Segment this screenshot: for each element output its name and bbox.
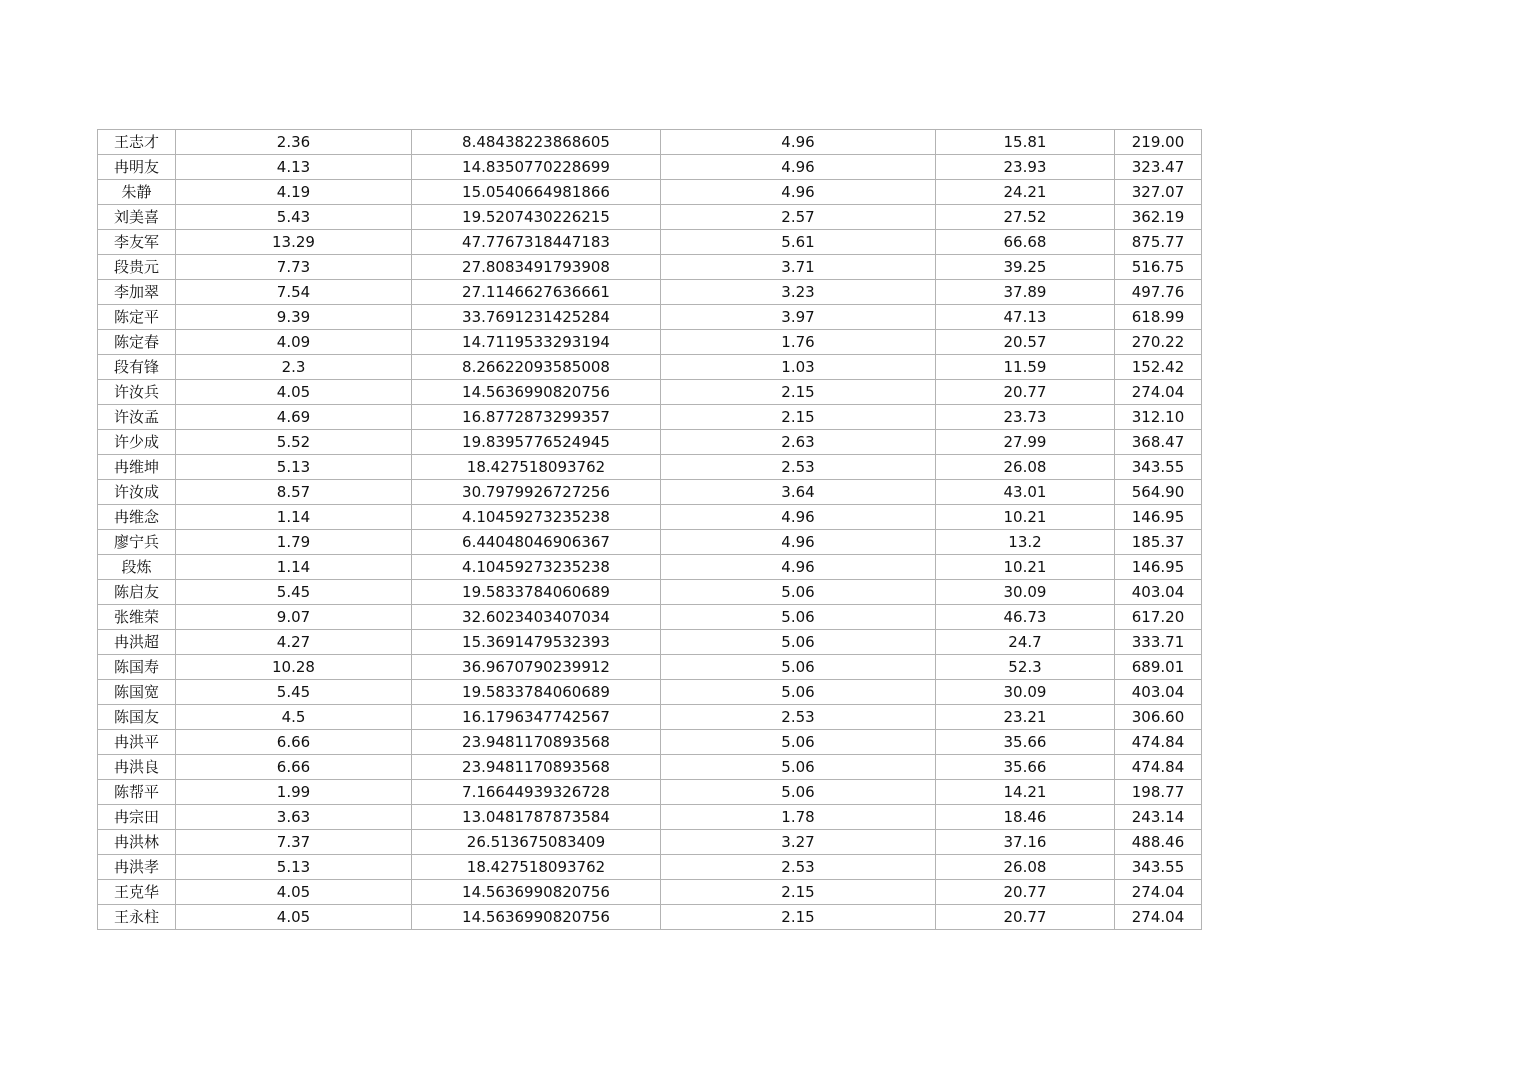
value-cell: 4.05 xyxy=(176,905,412,930)
rate-cell: 2.63 xyxy=(661,430,936,455)
amount-cell: 564.90 xyxy=(1115,480,1202,505)
value-cell: 5.43 xyxy=(176,205,412,230)
rate-cell: 3.27 xyxy=(661,830,936,855)
subtotal-cell: 43.01 xyxy=(936,480,1115,505)
rate-cell: 2.53 xyxy=(661,455,936,480)
name-cell: 冉洪平 xyxy=(98,730,176,755)
table-row xyxy=(98,180,1202,205)
ratio-cell: 18.427518093762 xyxy=(412,855,661,880)
rate-cell: 1.78 xyxy=(661,805,936,830)
value-cell: 7.54 xyxy=(176,280,412,305)
rate-cell: 5.06 xyxy=(661,755,936,780)
ratio-cell: 27.8083491793908 xyxy=(412,255,661,280)
subtotal-cell: 66.68 xyxy=(936,230,1115,255)
table-row xyxy=(98,905,1202,930)
name-cell: 冉洪林 xyxy=(98,830,176,855)
ratio-cell: 16.1796347742567 xyxy=(412,705,661,730)
rate-cell: 1.03 xyxy=(661,355,936,380)
value-cell: 5.52 xyxy=(176,430,412,455)
ratio-cell: 33.7691231425284 xyxy=(412,305,661,330)
value-cell: 7.73 xyxy=(176,255,412,280)
value-cell: 4.05 xyxy=(176,880,412,905)
table-row xyxy=(98,580,1202,605)
rate-cell: 5.06 xyxy=(661,630,936,655)
amount-cell: 274.04 xyxy=(1115,380,1202,405)
rate-cell: 2.15 xyxy=(661,380,936,405)
subtotal-cell: 10.21 xyxy=(936,505,1115,530)
amount-cell: 343.55 xyxy=(1115,455,1202,480)
subtotal-cell: 23.93 xyxy=(936,155,1115,180)
subtotal-cell: 37.89 xyxy=(936,280,1115,305)
name-cell: 冉洪超 xyxy=(98,630,176,655)
name-cell: 朱静 xyxy=(98,180,176,205)
table-row xyxy=(98,305,1202,330)
amount-cell: 333.71 xyxy=(1115,630,1202,655)
name-cell: 廖宁兵 xyxy=(98,530,176,555)
amount-cell: 146.95 xyxy=(1115,555,1202,580)
value-cell: 4.19 xyxy=(176,180,412,205)
ratio-cell: 26.513675083409 xyxy=(412,830,661,855)
value-cell: 4.69 xyxy=(176,405,412,430)
ratio-cell: 27.1146627636661 xyxy=(412,280,661,305)
rate-cell: 4.96 xyxy=(661,530,936,555)
subtotal-cell: 23.21 xyxy=(936,705,1115,730)
rate-cell: 2.53 xyxy=(661,705,936,730)
table-row xyxy=(98,780,1202,805)
subtotal-cell: 20.77 xyxy=(936,380,1115,405)
table-body xyxy=(98,130,1202,930)
ratio-cell: 16.8772873299357 xyxy=(412,405,661,430)
name-cell: 段贵元 xyxy=(98,255,176,280)
ratio-cell: 19.5833784060689 xyxy=(412,680,661,705)
name-cell: 王永柱 xyxy=(98,905,176,930)
value-cell: 4.05 xyxy=(176,380,412,405)
table-row xyxy=(98,380,1202,405)
amount-cell: 474.84 xyxy=(1115,755,1202,780)
rate-cell: 5.06 xyxy=(661,605,936,630)
name-cell: 陈国宽 xyxy=(98,680,176,705)
subtotal-cell: 10.21 xyxy=(936,555,1115,580)
value-cell: 4.5 xyxy=(176,705,412,730)
table-row xyxy=(98,155,1202,180)
subtotal-cell: 27.52 xyxy=(936,205,1115,230)
table-row xyxy=(98,280,1202,305)
value-cell: 9.07 xyxy=(176,605,412,630)
ratio-cell: 19.8395776524945 xyxy=(412,430,661,455)
subtotal-cell: 20.57 xyxy=(936,330,1115,355)
table-row xyxy=(98,705,1202,730)
value-cell: 2.36 xyxy=(176,130,412,155)
amount-cell: 219.00 xyxy=(1115,130,1202,155)
name-cell: 许汝兵 xyxy=(98,380,176,405)
amount-cell: 146.95 xyxy=(1115,505,1202,530)
subtotal-cell: 39.25 xyxy=(936,255,1115,280)
table-row xyxy=(98,205,1202,230)
name-cell: 刘美喜 xyxy=(98,205,176,230)
rate-cell: 4.96 xyxy=(661,555,936,580)
table-row xyxy=(98,330,1202,355)
ratio-cell: 32.6023403407034 xyxy=(412,605,661,630)
value-cell: 5.13 xyxy=(176,855,412,880)
subtotal-cell: 37.16 xyxy=(936,830,1115,855)
table-row xyxy=(98,480,1202,505)
subtotal-cell: 35.66 xyxy=(936,755,1115,780)
name-cell: 冉宗田 xyxy=(98,805,176,830)
value-cell: 4.13 xyxy=(176,155,412,180)
rate-cell: 3.71 xyxy=(661,255,936,280)
amount-cell: 185.37 xyxy=(1115,530,1202,555)
value-cell: 1.14 xyxy=(176,555,412,580)
table-row xyxy=(98,805,1202,830)
table-row xyxy=(98,680,1202,705)
rate-cell: 5.06 xyxy=(661,730,936,755)
subtotal-cell: 47.13 xyxy=(936,305,1115,330)
subtotal-cell: 15.81 xyxy=(936,130,1115,155)
value-cell: 6.66 xyxy=(176,755,412,780)
subtotal-cell: 24.7 xyxy=(936,630,1115,655)
rate-cell: 1.76 xyxy=(661,330,936,355)
value-cell: 6.66 xyxy=(176,730,412,755)
table-row xyxy=(98,255,1202,280)
ratio-cell: 4.10459273235238 xyxy=(412,555,661,580)
data-sheet xyxy=(97,129,1202,930)
name-cell: 王志才 xyxy=(98,130,176,155)
name-cell: 冉维念 xyxy=(98,505,176,530)
ratio-cell: 14.8350770228699 xyxy=(412,155,661,180)
name-cell: 冉维坤 xyxy=(98,455,176,480)
ratio-cell: 23.9481170893568 xyxy=(412,755,661,780)
subtotal-cell: 52.3 xyxy=(936,655,1115,680)
ratio-cell: 19.5833784060689 xyxy=(412,580,661,605)
table-row xyxy=(98,130,1202,155)
rate-cell: 3.64 xyxy=(661,480,936,505)
name-cell: 冉洪孝 xyxy=(98,855,176,880)
subtotal-cell: 13.2 xyxy=(936,530,1115,555)
name-cell: 陈定平 xyxy=(98,305,176,330)
name-cell: 冉明友 xyxy=(98,155,176,180)
ratio-cell: 4.10459273235238 xyxy=(412,505,661,530)
subtotal-cell: 27.99 xyxy=(936,430,1115,455)
subtotal-cell: 11.59 xyxy=(936,355,1115,380)
value-cell: 9.39 xyxy=(176,305,412,330)
amount-cell: 617.20 xyxy=(1115,605,1202,630)
ratio-cell: 14.5636990820756 xyxy=(412,905,661,930)
data-table xyxy=(97,129,1202,930)
rate-cell: 4.96 xyxy=(661,130,936,155)
table-row xyxy=(98,530,1202,555)
name-cell: 冉洪良 xyxy=(98,755,176,780)
amount-cell: 689.01 xyxy=(1115,655,1202,680)
ratio-cell: 15.0540664981866 xyxy=(412,180,661,205)
amount-cell: 306.60 xyxy=(1115,705,1202,730)
amount-cell: 274.04 xyxy=(1115,880,1202,905)
rate-cell: 3.97 xyxy=(661,305,936,330)
rate-cell: 2.15 xyxy=(661,405,936,430)
table-row xyxy=(98,405,1202,430)
subtotal-cell: 46.73 xyxy=(936,605,1115,630)
rate-cell: 2.15 xyxy=(661,880,936,905)
ratio-cell: 19.5207430226215 xyxy=(412,205,661,230)
name-cell: 王克华 xyxy=(98,880,176,905)
name-cell: 陈国友 xyxy=(98,705,176,730)
name-cell: 张维荣 xyxy=(98,605,176,630)
name-cell: 李友军 xyxy=(98,230,176,255)
ratio-cell: 15.3691479532393 xyxy=(412,630,661,655)
table-row xyxy=(98,505,1202,530)
name-cell: 许汝孟 xyxy=(98,405,176,430)
table-row xyxy=(98,355,1202,380)
rate-cell: 4.96 xyxy=(661,505,936,530)
rate-cell: 2.53 xyxy=(661,855,936,880)
table-row xyxy=(98,730,1202,755)
ratio-cell: 6.44048046906367 xyxy=(412,530,661,555)
subtotal-cell: 14.21 xyxy=(936,780,1115,805)
table-row xyxy=(98,755,1202,780)
amount-cell: 343.55 xyxy=(1115,855,1202,880)
table-row xyxy=(98,230,1202,255)
name-cell: 许汝成 xyxy=(98,480,176,505)
value-cell: 4.27 xyxy=(176,630,412,655)
rate-cell: 4.96 xyxy=(661,155,936,180)
subtotal-cell: 20.77 xyxy=(936,905,1115,930)
value-cell: 3.63 xyxy=(176,805,412,830)
ratio-cell: 30.7979926727256 xyxy=(412,480,661,505)
amount-cell: 875.77 xyxy=(1115,230,1202,255)
ratio-cell: 8.26622093585008 xyxy=(412,355,661,380)
rate-cell: 2.57 xyxy=(661,205,936,230)
amount-cell: 488.46 xyxy=(1115,830,1202,855)
subtotal-cell: 35.66 xyxy=(936,730,1115,755)
table-row xyxy=(98,455,1202,480)
value-cell: 2.3 xyxy=(176,355,412,380)
rate-cell: 5.06 xyxy=(661,580,936,605)
amount-cell: 323.47 xyxy=(1115,155,1202,180)
rate-cell: 5.61 xyxy=(661,230,936,255)
rate-cell: 3.23 xyxy=(661,280,936,305)
value-cell: 1.79 xyxy=(176,530,412,555)
amount-cell: 368.47 xyxy=(1115,430,1202,455)
value-cell: 4.09 xyxy=(176,330,412,355)
table-row xyxy=(98,605,1202,630)
value-cell: 5.45 xyxy=(176,680,412,705)
ratio-cell: 7.16644939326728 xyxy=(412,780,661,805)
value-cell: 13.29 xyxy=(176,230,412,255)
subtotal-cell: 23.73 xyxy=(936,405,1115,430)
amount-cell: 403.04 xyxy=(1115,680,1202,705)
rate-cell: 4.96 xyxy=(661,180,936,205)
subtotal-cell: 26.08 xyxy=(936,855,1115,880)
table-row xyxy=(98,655,1202,680)
name-cell: 陈定春 xyxy=(98,330,176,355)
table-row xyxy=(98,880,1202,905)
table-row xyxy=(98,630,1202,655)
ratio-cell: 18.427518093762 xyxy=(412,455,661,480)
amount-cell: 274.04 xyxy=(1115,905,1202,930)
ratio-cell: 36.9670790239912 xyxy=(412,655,661,680)
amount-cell: 312.10 xyxy=(1115,405,1202,430)
subtotal-cell: 30.09 xyxy=(936,680,1115,705)
table-row xyxy=(98,430,1202,455)
name-cell: 许少成 xyxy=(98,430,176,455)
name-cell: 陈国寿 xyxy=(98,655,176,680)
ratio-cell: 14.5636990820756 xyxy=(412,880,661,905)
amount-cell: 198.77 xyxy=(1115,780,1202,805)
subtotal-cell: 26.08 xyxy=(936,455,1115,480)
name-cell: 李加翠 xyxy=(98,280,176,305)
amount-cell: 474.84 xyxy=(1115,730,1202,755)
value-cell: 5.45 xyxy=(176,580,412,605)
table-row xyxy=(98,555,1202,580)
amount-cell: 152.42 xyxy=(1115,355,1202,380)
amount-cell: 403.04 xyxy=(1115,580,1202,605)
amount-cell: 516.75 xyxy=(1115,255,1202,280)
rate-cell: 5.06 xyxy=(661,655,936,680)
name-cell: 段有锋 xyxy=(98,355,176,380)
table-row xyxy=(98,855,1202,880)
value-cell: 1.99 xyxy=(176,780,412,805)
name-cell: 段炼 xyxy=(98,555,176,580)
rate-cell: 5.06 xyxy=(661,680,936,705)
amount-cell: 243.14 xyxy=(1115,805,1202,830)
value-cell: 10.28 xyxy=(176,655,412,680)
subtotal-cell: 24.21 xyxy=(936,180,1115,205)
subtotal-cell: 30.09 xyxy=(936,580,1115,605)
name-cell: 陈帮平 xyxy=(98,780,176,805)
ratio-cell: 14.5636990820756 xyxy=(412,380,661,405)
name-cell: 陈启友 xyxy=(98,580,176,605)
ratio-cell: 47.7767318447183 xyxy=(412,230,661,255)
amount-cell: 327.07 xyxy=(1115,180,1202,205)
value-cell: 5.13 xyxy=(176,455,412,480)
subtotal-cell: 20.77 xyxy=(936,880,1115,905)
amount-cell: 618.99 xyxy=(1115,305,1202,330)
ratio-cell: 14.7119533293194 xyxy=(412,330,661,355)
amount-cell: 362.19 xyxy=(1115,205,1202,230)
ratio-cell: 8.48438223868605 xyxy=(412,130,661,155)
value-cell: 7.37 xyxy=(176,830,412,855)
value-cell: 8.57 xyxy=(176,480,412,505)
value-cell: 1.14 xyxy=(176,505,412,530)
amount-cell: 497.76 xyxy=(1115,280,1202,305)
subtotal-cell: 18.46 xyxy=(936,805,1115,830)
rate-cell: 2.15 xyxy=(661,905,936,930)
amount-cell: 270.22 xyxy=(1115,330,1202,355)
rate-cell: 5.06 xyxy=(661,780,936,805)
ratio-cell: 23.9481170893568 xyxy=(412,730,661,755)
ratio-cell: 13.0481787873584 xyxy=(412,805,661,830)
table-row xyxy=(98,830,1202,855)
